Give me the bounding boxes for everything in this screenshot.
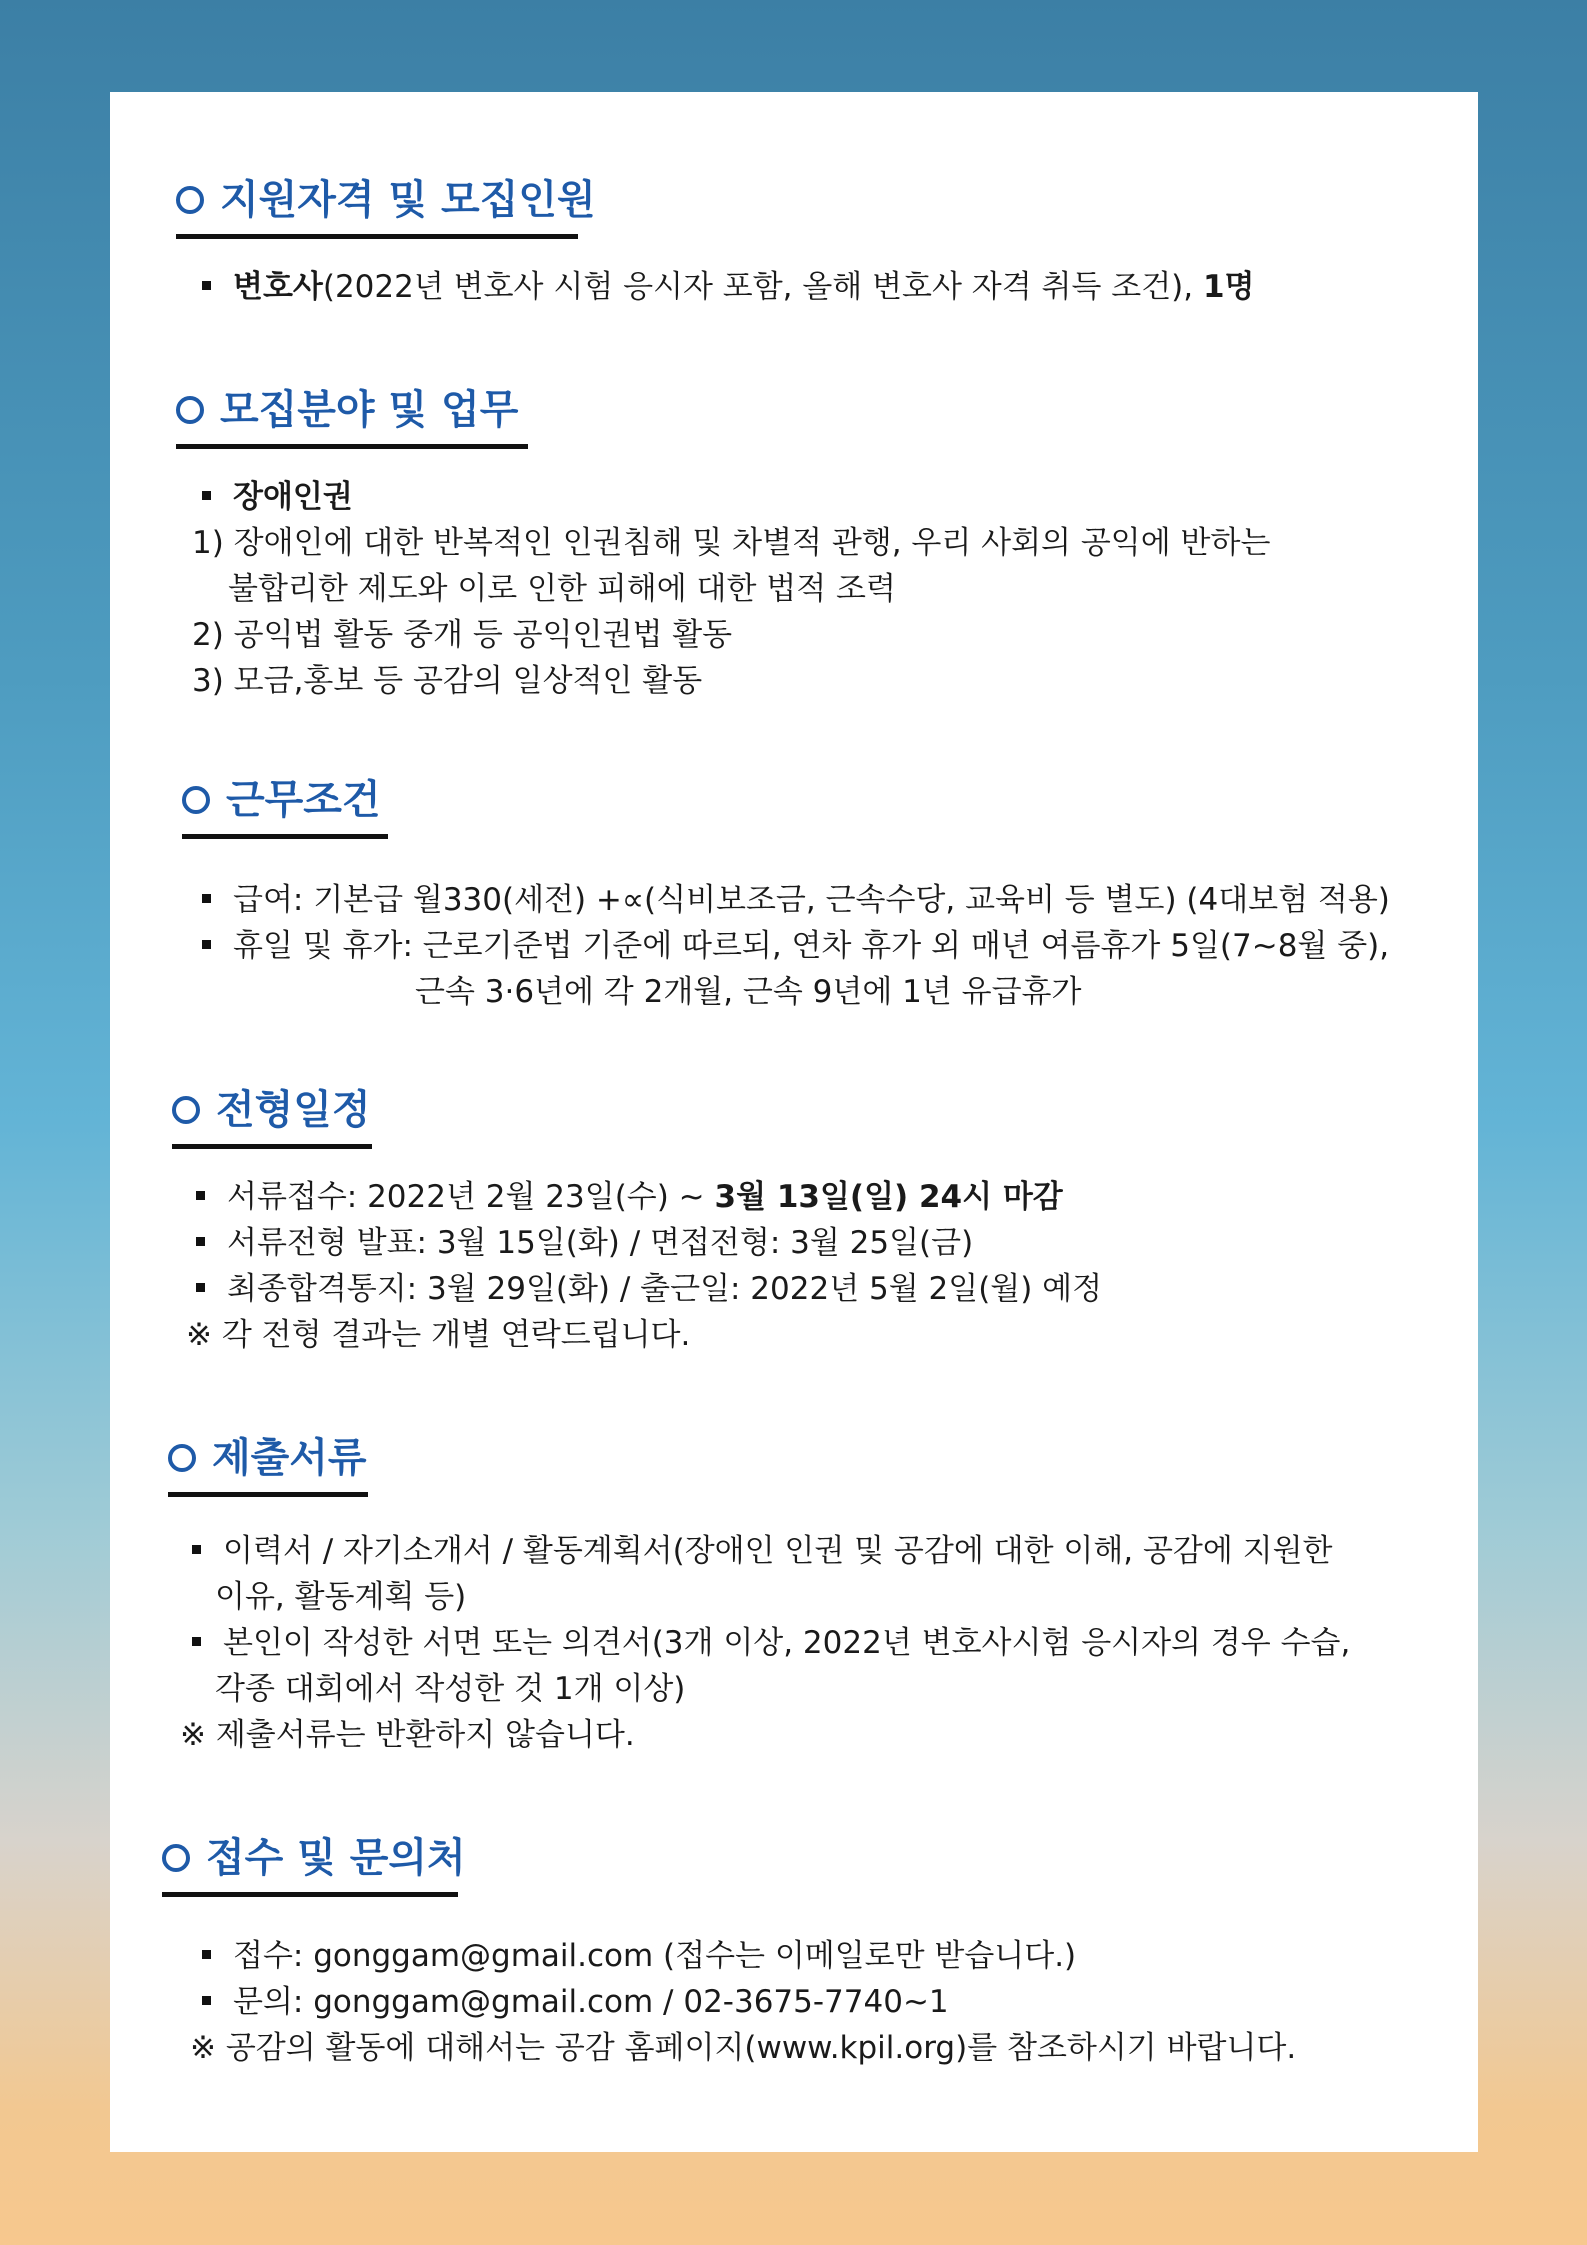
bullet-icon bbox=[202, 1996, 211, 2005]
list-item-continuation: 각종 대회에서 작성한 것 1개 이상) bbox=[215, 1671, 686, 1707]
item-text: 문의: gonggam@gmail.com / 02-3675-7740~1 bbox=[233, 1984, 949, 2020]
section-field-duties bbox=[176, 382, 528, 449]
list-item: 3) 모금,홍보 등 공감의 일상적인 활동 bbox=[192, 663, 703, 699]
bullet-icon bbox=[202, 940, 211, 949]
item-text: 접수: gonggam@gmail.com (접수는 이메일로만 받습니다.) bbox=[233, 1938, 1077, 1974]
section-heading bbox=[176, 172, 596, 228]
list-item bbox=[196, 1221, 973, 1265]
circle-icon bbox=[162, 1844, 190, 1872]
section-title: 전형일정 bbox=[216, 1087, 371, 1133]
bullet-icon bbox=[196, 1191, 205, 1200]
list-item bbox=[202, 878, 1390, 922]
item-bold-label: 변호사 bbox=[233, 269, 323, 305]
list-item bbox=[202, 265, 1255, 309]
section-working-conditions bbox=[182, 772, 388, 839]
circle-icon bbox=[172, 1096, 200, 1124]
item-text: 최종합격통지: 3월 29일(화) / 출근일: 2022년 5월 2일(월) 예정 bbox=[227, 1271, 1103, 1307]
section-heading bbox=[168, 1430, 368, 1486]
section-title: 지원자격 및 모집인원 bbox=[220, 177, 596, 223]
heading-underline bbox=[176, 234, 578, 239]
list-item bbox=[196, 1175, 1063, 1219]
list-item bbox=[202, 475, 353, 519]
note-text: ※ 제출서류는 반환하지 않습니다. bbox=[180, 1717, 635, 1753]
section-qualification bbox=[176, 172, 596, 239]
section-heading bbox=[172, 1082, 372, 1138]
list-item-continuation: 이유, 활동계획 등) bbox=[215, 1579, 467, 1615]
item-bold-value: 1명 bbox=[1202, 269, 1255, 305]
bullet-icon bbox=[202, 1950, 211, 1959]
list-item-continuation: 근속 3·6년에 각 2개월, 근속 9년에 1년 유급휴가 bbox=[415, 974, 1082, 1010]
heading-underline bbox=[162, 1892, 458, 1897]
list-item-continuation: 불합리한 제도와 이로 인한 피해에 대한 법적 조력 bbox=[228, 571, 896, 607]
bullet-icon bbox=[202, 491, 211, 500]
list-item bbox=[202, 1934, 1076, 1978]
heading-underline bbox=[172, 1144, 372, 1149]
list-item bbox=[192, 1529, 1333, 1573]
section-title: 모집분야 및 업무 bbox=[220, 387, 519, 433]
bullet-icon bbox=[192, 1545, 201, 1554]
heading-underline bbox=[176, 444, 528, 449]
item-bold-label: 장애인권 bbox=[233, 479, 353, 515]
item-text: 서류전형 발표: 3월 15일(화) / 면접전형: 3월 25일(금) bbox=[227, 1225, 974, 1261]
bullet-icon bbox=[192, 1637, 201, 1646]
list-item bbox=[192, 1621, 1350, 1665]
section-heading bbox=[162, 1830, 466, 1886]
item-text: 본인이 작성한 서면 또는 의견서(3개 이상, 2022년 변호사시험 응시자의 경우 수습, bbox=[223, 1625, 1351, 1661]
notice-card bbox=[110, 92, 1478, 2152]
item-text: 휴일 및 휴가: 근로기준법 기준에 따르되, 연차 휴가 외 매년 여름휴가 5일(7~8월 중), bbox=[233, 928, 1390, 964]
item-text: (2022년 변호사 시험 응시자 포함, 올해 변호사 자격 취득 조건), bbox=[322, 269, 1203, 305]
heading-underline bbox=[182, 834, 388, 839]
section-contact bbox=[162, 1830, 466, 1897]
circle-icon bbox=[176, 186, 204, 214]
list-item bbox=[202, 924, 1389, 968]
bullet-icon bbox=[196, 1237, 205, 1246]
section-title: 접수 및 문의처 bbox=[206, 1835, 466, 1881]
item-text: 급여: 기본급 월330(세전) +∝(식비보조금, 근속수당, 교육비 등 별도) (4대보험 적용) bbox=[233, 882, 1390, 918]
section-title: 근무조건 bbox=[226, 777, 381, 823]
note-text: ※ 각 전형 결과는 개별 연락드립니다. bbox=[186, 1317, 691, 1353]
bullet-icon bbox=[202, 281, 211, 290]
item-text: 서류접수: 2022년 2월 23일(수) ~ bbox=[227, 1179, 715, 1215]
bullet-icon bbox=[196, 1283, 205, 1292]
bullet-icon bbox=[202, 894, 211, 903]
list-item bbox=[196, 1267, 1102, 1311]
list-item bbox=[202, 1980, 949, 2024]
circle-icon bbox=[182, 786, 210, 814]
item-bold-value: 3월 13일(일) 24시 마감 bbox=[714, 1179, 1063, 1215]
circle-icon bbox=[176, 396, 204, 424]
list-item: 1) 장애인에 대한 반복적인 인권침해 및 차별적 관행, 우리 사회의 공익에 반하는 bbox=[192, 525, 1271, 561]
circle-icon bbox=[168, 1444, 196, 1472]
section-heading bbox=[176, 382, 528, 438]
section-title: 제출서류 bbox=[212, 1435, 367, 1481]
section-schedule bbox=[172, 1082, 372, 1149]
item-text: 이력서 / 자기소개서 / 활동계획서(장애인 인권 및 공감에 대한 이해, 공감에 지원한 bbox=[223, 1533, 1333, 1569]
note-text: ※ 공감의 활동에 대해서는 공감 홈페이지(www.kpil.org)를 참조하시기 바랍니다. bbox=[190, 2030, 1297, 2066]
heading-underline bbox=[168, 1492, 368, 1497]
list-item: 2) 공익법 활동 중개 등 공익인권법 활동 bbox=[192, 617, 733, 653]
section-documents bbox=[168, 1430, 368, 1497]
section-heading bbox=[182, 772, 388, 828]
